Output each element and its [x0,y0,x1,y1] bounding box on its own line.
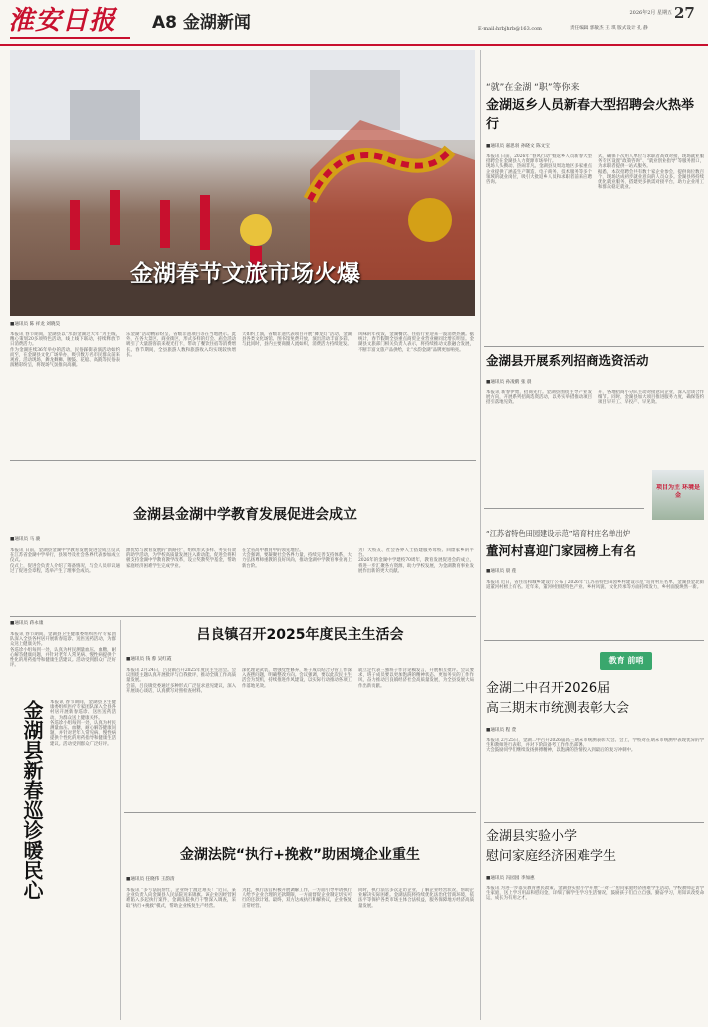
sidebar-vertical-title: 金湖县新春巡诊暖民心 [20,700,44,900]
village-photo-sign: 项目为主 环境是金 [655,484,701,499]
education-badge-label: 教育 前哨 [608,656,644,665]
section-divider [10,616,476,617]
job-fair-col2: 式，确保下次用人单位与求职者高效对接，现场就业服务专区设置“政策咨询”、“就业创业指导”等服务窗口，为求职者提供一站式服务。 据悉，本次招聘会共有数十家企业参会，提供岗位数百个，现场达成初步就业意向的人员众多。金湖县将持续优化就业服务，搭建更多供需对接平台，助力企业用工和群众稳定就业。 [598,154,704,191]
primary-school-body: 本报讯 为进一步落实教育惠民政策，金湖县实验小学开展“一对一”慰问家庭经济困难学生活动。学校教师走访学生家庭，送上学习用品和慰问金，详细了解学生学习生活情况，鼓励孩子们自立自强、勤奋学习，用知识改变命运，成长为有用之才。 [486,886,704,902]
sidebar-byline: ■通讯员 蒋永康 [10,621,44,626]
section-divider [484,346,704,347]
education-col1: 本报讯 日前，金湖县金湖中学教育发展促进会成立仪式在江苏省金湖中学举行，县领导及社会各界代表参加成立仪式。 仪式上，促进会负责人介绍了筹备情况，与会人员审议通过了促进会章程，选举产生了理事会成员。 [10,548,120,574]
primary-school-byline: ■通讯员 冯园园 李加惠 [486,876,535,881]
main-story-byline: ■通讯员 陈 祥龙 刘晓昊 [10,322,61,327]
secondary-school-byline: ■通讯员 程 萱 [486,728,517,733]
column-divider [120,620,121,1020]
secondary-school-headline-2: 高三期末市统测表彰大会 [486,701,630,716]
editor-email: E-mail:hrbjhrb@163.com [478,26,542,32]
village-body: 本报讯 近日，省住房和城乡建设厅公布了2026年“江苏省特色田园乡村建设示范”培育村庄名单，金湖县金北街道董河村榜上有名。近年来，董河村围绕特色产业、乡村风貌、文化传承等方面持续发力，乡村面貌焕然一新。 [486,580,704,591]
education-col4: 为广大校友、社会各界人士搭建服务母校、回馈家乡的平台。 2026年的金湖中学建校70周年，教育发展促进会的成立，将进一步汇聚各方资源，助力学校发展，为金湖教育事业发展作出新的更大贡献。 [358,548,474,574]
section-divider [484,640,704,641]
court-col1: 本报讯 “多亏法院帮忙，企业终于渡过难关！”近日，某企业负责人向金湖县人民法院送来锦旗。该企业因经营困难陷入多起执行案件，金湖法院执行干警深入调查，采取“执行+挽救”模式，帮助企业恢复生产经营。 [126,888,236,909]
page-number: 27 [674,4,695,22]
investment-col2: 开，各地招商小分队主动对接意向企业，深入洽谈合作细节。同时，金湖县加大项目推进服务力度，确保签约项目早开工、早投产、早见效。 [598,390,704,406]
village-subhead: 董河村喜迎门家园榜上有名 [486,543,637,558]
section-divider [484,822,704,823]
primary-school-headline-2: 慰问家庭经济困难学生 [486,849,617,864]
primary-school-headline-1: 金湖县实验小学 [486,829,578,844]
court-byline: ■通讯员 任晓伟 王韵清 [126,877,175,882]
main-story-col1: 本报讯 春节期间，金湖县以“水韵金湖过大年”为主线，精心策划20多项特色活动，线上线下联动，持续释放节日消费活力。 作为金湖连续36年举办的活动，民俗踩街表演活动如约而至，在金湖县文化广场举办，吸引数万名市民群众前来观看。活动现场，舞龙舞狮、腰鼓、花船、高跷等民俗表演精彩纷呈，将现场气氛推向高潮。 [10,332,120,369]
job-fair-kicker: “就”在金湖 “职”等你来 [486,83,580,93]
investment-byline: ■通讯员 孙凌鹤 张 晨 [486,380,532,385]
secondary-school-headline-1: 金湖二中召开2026届 [486,681,611,696]
logo-underline [10,37,130,39]
section-title: A8 金湖新闻 [152,13,251,33]
section-divider [10,460,476,461]
village-byline: ■通讯员 晨 莲 [486,569,517,574]
main-story-col2: 乐金湖”活动精彩纷呈，省级非遗项目等在当地展示。此外，在各大景区、商业街区，形式多样的灯会、庙会活动吸引了大量游客前来观光打卡，带动了餐饮住宿等消费增长。春节期间，全县旅游人数和旅游收入均实现较快增长。 [126,332,236,358]
sidebar-body: 本报讯 春节期间，金湖县卫生健康委组织医疗专家团队深入全县各村居开展新春巡诊、送医送药活动，为群众送上健康关怀。 各巡诊小组每到一处，认真为村民测量血压、血糖，耐心解答健康问题，并针对老年人常见病、慢性病提供个性化的用药指导和健康生活建议。活动受到群众广泛好评。 [10,632,116,669]
village-headline: “江苏省特色田园建设示范”培育村庄名单出炉 [486,529,631,538]
court-headline: 金湖法院“执行+挽救”助困境企业重生 [179,847,421,863]
section-divider [124,812,476,813]
court-col2: 为此，执行法官积极开展调解工作，一方面引导申请执行人给予企业合理的还款期限，一方面督促企业制定切实可行的还款计划。最终，双方达成执行和解协议，企业恢复正常经营。 [242,888,352,909]
education-byline: ■通讯员 马 骏 [10,537,41,542]
democracy-col1: 本报讯 2月24日，吕良镇召开2025年度民主生活会。会议围绕主题认真开展批评与自我批评，推动全镇工作高质量发展。 会前，吕良镇党委通过多种形式广泛征求意见建议，深入开展谈心谈话，认真撰写对照检查材料。 [126,668,236,694]
village-photo [652,470,704,520]
education-col2: 源优势与教育发展的“新路径”，组织形式多样、务实有效的助学活动，为学校高质量发展注入新动能。促进会将积极支持金湖中学教育教学改革，设立奖教奖学基金，帮助家庭经济困难学生完成学业。 [126,548,236,569]
investment-col1: 本报讯 新春伊始，招商先行。金湖县围绕主导产业发展方向，开展系列招商选资活动，以务实举措推动项目招引落地见效。 [486,390,592,406]
court-col3: 同时，执行法官多次走访企业，了解企业经营状况，帮助企业解决实际困难。金湖法院将持续优化法治化营商环境，依法平等保护各类市场主体合法权益，服务保障地方经济高质量发展。 [358,888,474,909]
editor-credits: 责任编辑 郭敏杰 王 琪 版式设计 孔 静 [570,26,648,31]
main-story-col3: 天如约上演，省级非遗代表项目开展“舞龙灯”活动，金湖县各类文化场馆、图书馆免费开放，演出活动丰富多彩。与此同时，县内主要商圈人流如织，消费活力持续迸发。 [242,332,352,348]
job-fair-col1: 本报讯 日前，2026年“春风行动”暨返乡人员新春大型招聘会在金湖县人力资源市场举行。 现场人头攒动、热闹非凡。金湖县及周边地区多家重点企业提供了涵盖生产制造、电子商务、技术服务等多个领域的就业岗位，吸引大批返乡人员和求职者前来应聘咨询。 [486,154,592,186]
education-col3: 在全省高中教育中的领先地位。 大会强调，要凝聚社会各界力量，持续完善支持体系，大力弘扬尊师重教的良好风尚，推动金湖中学教育事业再上新台阶。 [242,548,352,569]
democracy-headline: 吕良镇召开2025年度民主生活会 [196,627,404,643]
issue-date: 2026年2月 星期五 [629,10,672,16]
masthead [0,0,708,46]
sidebar-panel [10,620,116,1020]
section-divider [484,508,644,509]
photo-headline: 金湖春节文旅市场火爆 [130,261,360,287]
democracy-byline: ■通讯员 钱 蓉 吴红霞 [126,657,172,662]
democracy-col2: 深化理论武装，增强党性修养，班子成员结合分管工作深入查摆问题，明确整改方向。会议强调，要以此次民主生活会为契机，持续推进作风建设，以实际行动推动各项工作落地见效。 [242,668,352,689]
secondary-school-body: 本报讯 2月25日，金湖二中召开2026届高三期末市统测表彰大会。会上，学校对在期末市统测中表现优异的学生和教师进行表彰，并对下阶段备考工作作出部署。 大会鼓励同学们继续发扬拼搏精神，以饱满的热情投入到最后的复习冲刺中。 [486,738,704,754]
main-story-col4: 风味的年夜饭，金湖餐饮、住宿行业迎来一波消费热潮。据统计，春节假期全县重点商贸企业营业额同比增长明显。金湖县文旅部门相关负责人表示，将持续推动文旅融合发展，不断丰富文旅产品供给，让“水韵金湖”品牌更加响亮。 [358,332,474,353]
newspaper-logo: 淮安日报 [8,6,117,36]
main-photo [10,50,475,316]
education-badge [600,652,652,670]
column-divider [480,50,481,1020]
democracy-col3: 就立足代表三强班子作讨论稿发言，开展相互批评。会议要求，班子成员要以更加饱满的精神状态、更加务实的工作作风，奋力推动吕良镇经济社会高质量发展，为全县发展大局作出新贡献。 [358,668,474,689]
job-fair-headline: 金湖返乡人员新春大型招聘会火热举行 [486,98,695,132]
job-fair-byline: ■通讯员 嘉思羽 孙晓文 陈文宝 [486,144,550,149]
education-headline: 金湖县金湖中学教育发展促进会成立 [133,507,357,523]
investment-headline: 金湖县开展系列招商选资活动 [486,353,649,368]
sidebar-body-continued: 本报讯 春节期间，金湖县卫生健康委组织医疗专家团队深入全县各村居开展新春巡诊、送医送药活动，为群众送上健康关怀。 各巡诊小组每到一处，认真为村民测量血压、血糖，耐心解答健康问题，并针对老年人常见病、慢性病提供个性化的用药指导和健康生活建议。活动受到群众广泛好评。 [50,700,116,747]
